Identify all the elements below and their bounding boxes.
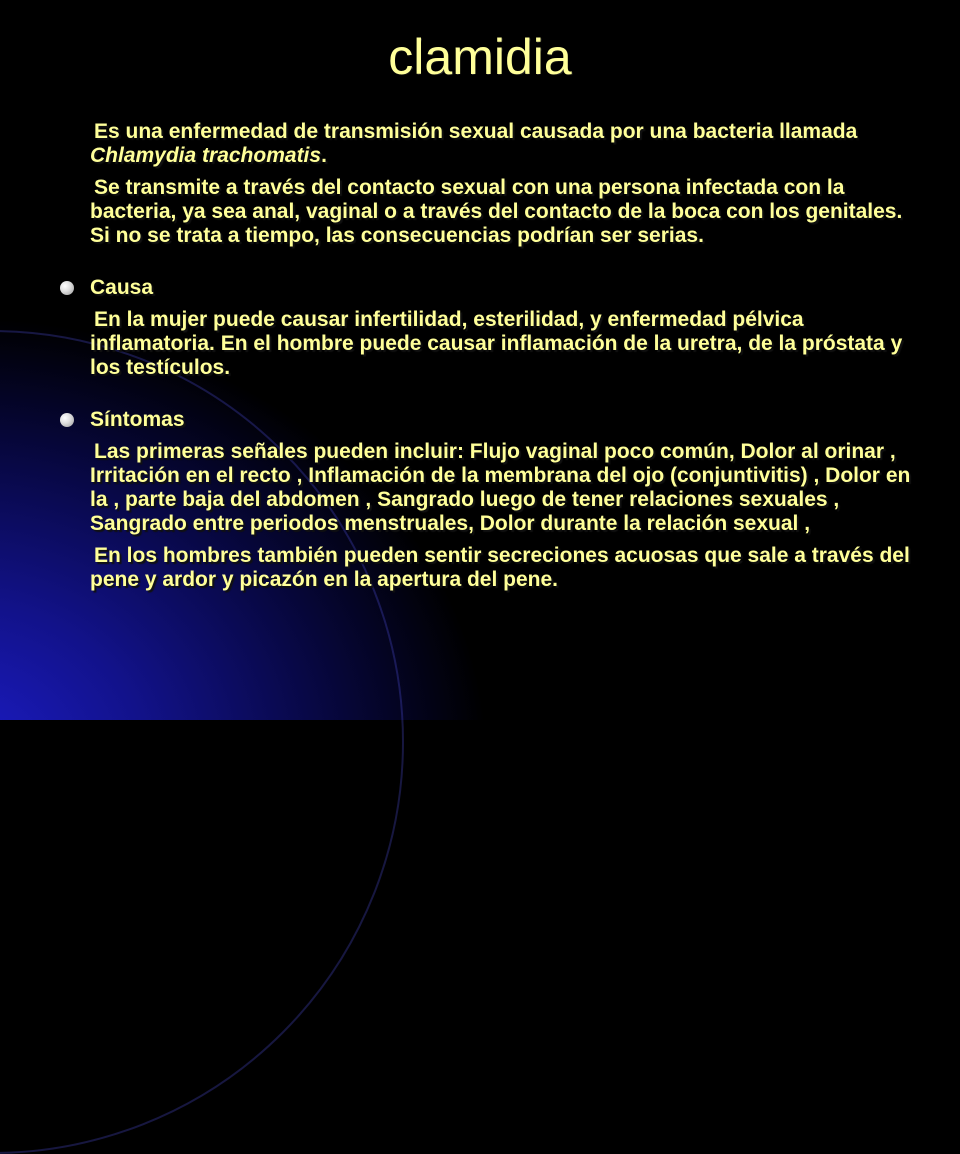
slide-title: clamidia: [388, 29, 572, 85]
section-sintomas-paragraph-2: [90, 544, 912, 592]
intro-paragraph-2-text: Se transmite a través del contacto sexual con una persona infectada con la bacteria, ya sea anal, vaginal o a través del contacto de la boca con los genitales. Si no se trata a tiempo, las consecuencias podrían ser serias.: [90, 176, 903, 247]
section-sintomas-text-1: Las primeras señales pueden incluir: Flujo vaginal poco común, Dolor al orinar , Irritación en el recto , Inflamación de la membrana del ojo (conjuntivitis) , Dolor en la , parte baja del abdomen , Sangrado luego de tener relaciones sexuales , Sangrado entre periodos menstruales, Dolor durante la relación sexual ,: [90, 440, 911, 535]
section-sintomas-text-2: En los hombres también pueden sentir secreciones acuosas que sale a través del pene y ardor y picazón en la apertura del pene.: [90, 544, 910, 591]
section-heading-text: Síntomas: [90, 408, 185, 431]
section-heading-text: Causa: [90, 276, 154, 299]
bullet-icon: [60, 281, 74, 295]
section-causa-paragraph: [90, 308, 912, 380]
intro-paragraph-1: [90, 120, 912, 168]
intro-paragraph-2: [90, 176, 912, 248]
scientific-name: Chlamydia trachomatis: [90, 144, 322, 167]
section-sintomas-paragraph-1: [90, 440, 912, 536]
section-causa-text: En la mujer puede causar infertilidad, esterilidad, y enfermedad pélvica inflamatoria. En el hombre puede causar inflamación de la uretra, de la próstata y los testículos.: [90, 308, 903, 379]
slide-body: [62, 120, 912, 600]
bullet-icon: [60, 413, 74, 427]
section-sintomas-heading: [62, 408, 912, 432]
intro-paragraph-1-text: Es una enfermedad de transmisión sexual causada por una bacteria llamada Chlamydia trachomatis.: [90, 120, 858, 167]
section-causa-heading: [62, 276, 912, 300]
